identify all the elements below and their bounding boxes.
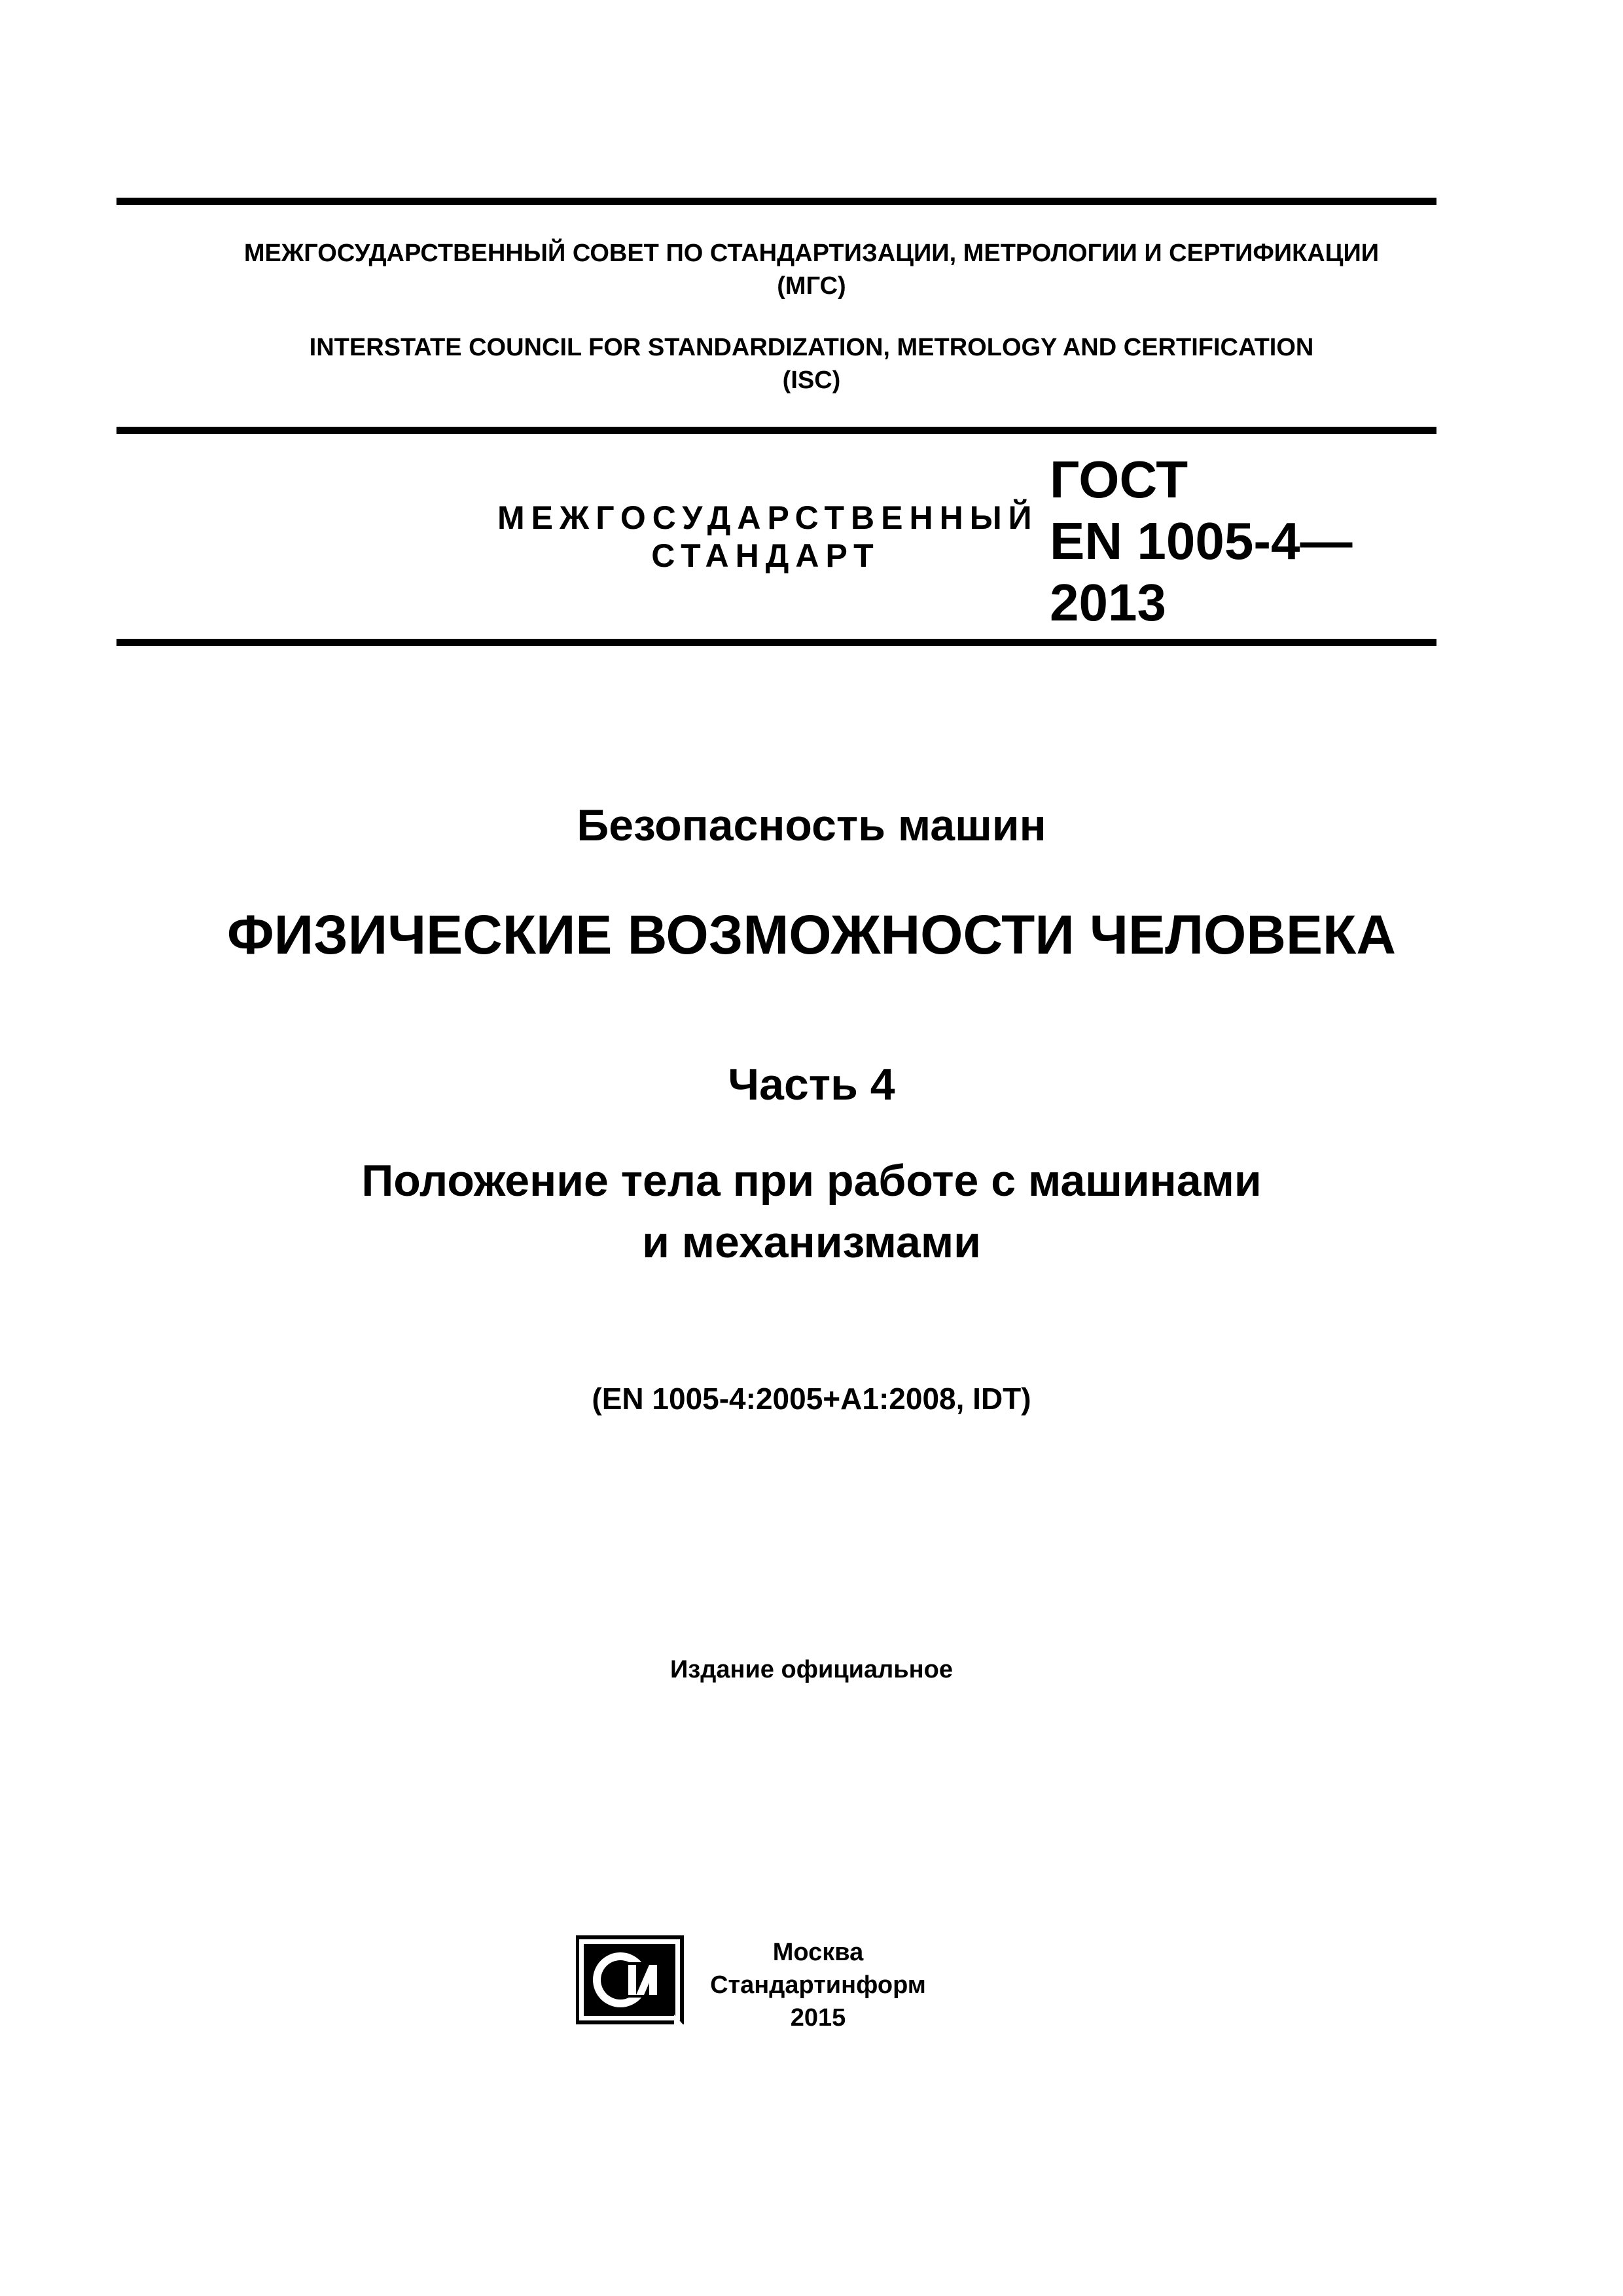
- gost-label: ГОСТ: [1050, 450, 1188, 509]
- top-rule: [116, 198, 1436, 205]
- title-main: Безопасность машин: [577, 800, 1046, 850]
- designation-rule: [116, 639, 1436, 646]
- publisher-year: 2015: [790, 2004, 846, 2032]
- publisher-block: [681, 1936, 955, 2034]
- publisher-city: Москва: [772, 1939, 864, 1966]
- standartinform-logo-icon: [576, 1931, 687, 2029]
- standard-type-line1: МЕЖГОСУДАРСТВЕННЫЙ: [497, 499, 1039, 536]
- standard-type-line2: СТАНДАРТ: [651, 537, 880, 574]
- gost-year: 2013: [1050, 573, 1166, 632]
- gost-designation: [1050, 449, 1352, 634]
- council-abbr-ru: (МГС): [777, 272, 846, 300]
- council-abbr-en: (ISC): [782, 367, 841, 394]
- title-part: Часть 4: [728, 1060, 895, 1109]
- edition-note: Издание официальное: [670, 1656, 953, 1683]
- council-name-ru: МЕЖГОСУДАРСТВЕННЫЙ СОВЕТ ПО СТАНДАРТИЗАЦИИ, МЕТРОЛОГИИ И СЕРТИФИКАЦИИ: [243, 240, 1380, 267]
- title-subtitle-line1: Положение тела при работе с машинами: [361, 1156, 1262, 1206]
- title-subtitle-line2: и механизмами: [642, 1217, 981, 1267]
- publisher-name: Стандартинформ: [710, 1971, 926, 1999]
- gost-number: EN 1005-4—: [1050, 512, 1353, 570]
- title-subject: ФИЗИЧЕСКИЕ ВОЗМОЖНОСТИ ЧЕЛОВЕКА: [227, 904, 1396, 965]
- source-reference: (EN 1005-4:2005+A1:2008, IDT): [592, 1382, 1031, 1416]
- standard-type: [497, 499, 1039, 575]
- council-name-en: INTERSTATE COUNCIL FOR STANDARDIZATION, METROLOGY AND CERTIFICATION: [309, 334, 1314, 361]
- header-rule: [116, 427, 1436, 434]
